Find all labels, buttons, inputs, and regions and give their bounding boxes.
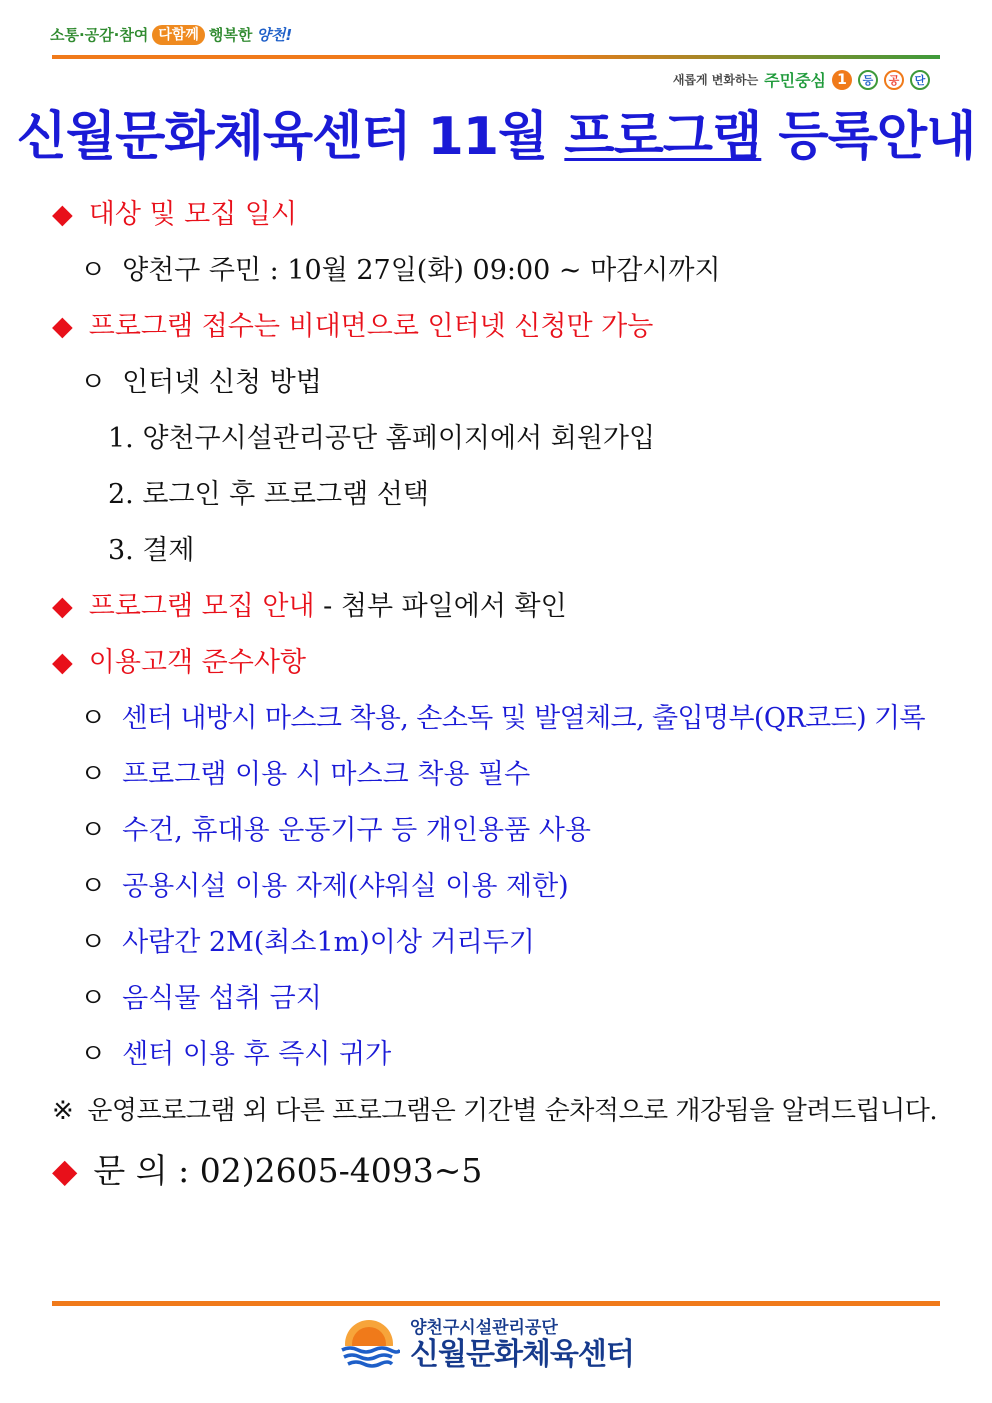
section-target-heading (52, 198, 297, 232)
heading-suffix: - 첨부 파일에서 확인 (314, 591, 567, 622)
circle-bullet-icon: ㅇ (80, 367, 107, 398)
page-title (0, 94, 992, 169)
tagline-circle-3: 단 (910, 70, 930, 90)
section-rules-heading (52, 646, 306, 680)
step-item: 2. 로그인 후 프로그램 선택 (108, 479, 429, 510)
circle-bullet-icon: ㅇ (80, 815, 107, 846)
diamond-bullet-icon: ◆ (52, 1151, 78, 1190)
title-part1: 신월문화체육센터 11월 (16, 107, 565, 167)
item-text: 양천구 주민 : 10월 27일(화) 09:00 ~ 마감시까지 (122, 255, 721, 286)
rule-text: 음식물 섭취 금지 (122, 983, 322, 1014)
rule-item (80, 870, 569, 904)
rule-item (80, 926, 535, 960)
rule-text: 센터 이용 후 즉시 귀가 (122, 1039, 392, 1070)
circle-bullet-icon: ㅇ (80, 703, 106, 734)
diamond-bullet-icon: ◆ (52, 647, 73, 678)
footer-center: 신월문화체육센터 (410, 1337, 634, 1372)
title-part2: 프로그램 (564, 107, 762, 167)
section-reception-heading (52, 310, 653, 344)
heading-text: 대상 및 모집 일시 (88, 199, 298, 230)
contact-label: 문 의 : (93, 1151, 200, 1190)
rule-text: 사람간 2M(최소1m)이상 거리두기 (122, 927, 535, 958)
heading-text: 이용고객 준수사항 (88, 647, 307, 678)
note-mark-icon: ※ (52, 1096, 74, 1126)
rule-item (80, 982, 322, 1016)
tagline-circle-2: 공 (884, 70, 904, 90)
rule-item (80, 758, 530, 792)
diamond-bullet-icon: ◆ (52, 591, 73, 622)
rule-text: 센터 내방시 마스크 착용, 손소독 및 발열체크, 출입명부(QR코드) 기록 (121, 703, 925, 734)
contact (52, 1150, 482, 1192)
heading-text: 프로그램 접수는 비대면으로 인터넷 신청만 가능 (88, 311, 654, 342)
slogan-happy: 행복한 (208, 26, 253, 44)
rule-item (80, 1038, 391, 1072)
footer-divider (52, 1301, 940, 1306)
slogan-prefix: 소통·공감·참여 (50, 26, 149, 44)
header-divider (52, 55, 940, 59)
step-item: 3. 결제 (108, 535, 195, 566)
header-slogan (50, 24, 292, 45)
step-item: 1. 양천구시설관리공단 홈페이지에서 회원가입 (108, 423, 656, 454)
circle-bullet-icon: ㅇ (80, 255, 107, 286)
tagline-number-badge: 1 (832, 70, 852, 90)
rule-text: 프로그램 이용 시 마스크 착용 필수 (122, 759, 531, 790)
sun-wave-logo-icon (338, 1318, 400, 1372)
contact-phone: 02)2605-4093~5 (199, 1151, 483, 1190)
heading-text: 프로그램 모집 안내 (88, 591, 315, 622)
section-notice-heading (52, 590, 567, 624)
slogan-badge: 다함께 (152, 25, 205, 45)
tagline-strong: 주민중심 (764, 71, 826, 90)
slogan-city: 양천! (256, 26, 293, 44)
tagline-circle-1: 등 (858, 70, 878, 90)
diamond-bullet-icon: ◆ (52, 199, 73, 230)
tagline (673, 68, 930, 91)
footnote (52, 1094, 937, 1128)
footer-org: 양천구시설관리공단 (410, 1318, 558, 1338)
section-target-item (80, 254, 721, 288)
sub-text: 인터넷 신청 방법 (122, 367, 322, 398)
circle-bullet-icon: ㅇ (80, 1039, 107, 1070)
rule-item (80, 814, 591, 848)
circle-bullet-icon: ㅇ (80, 871, 107, 902)
circle-bullet-icon: ㅇ (80, 983, 107, 1014)
section-reception-sub (80, 366, 322, 400)
tagline-prefix: 새롭게 변화하는 (672, 73, 759, 87)
circle-bullet-icon: ㅇ (80, 759, 107, 790)
rule-text: 공용시설 이용 자제(샤워실 이용 제한) (122, 871, 569, 902)
footer-logo (338, 1318, 634, 1372)
rule-text: 수건, 휴대용 운동기구 등 개인용품 사용 (122, 815, 591, 846)
circle-bullet-icon: ㅇ (80, 927, 107, 958)
diamond-bullet-icon: ◆ (52, 311, 73, 342)
title-part3: 등록안내 (761, 107, 976, 167)
rule-item (80, 702, 925, 736)
footnote-text: 운영프로그램 외 다른 프로그램은 기간별 순차적으로 개강됨을 알려드립니다. (87, 1096, 938, 1126)
